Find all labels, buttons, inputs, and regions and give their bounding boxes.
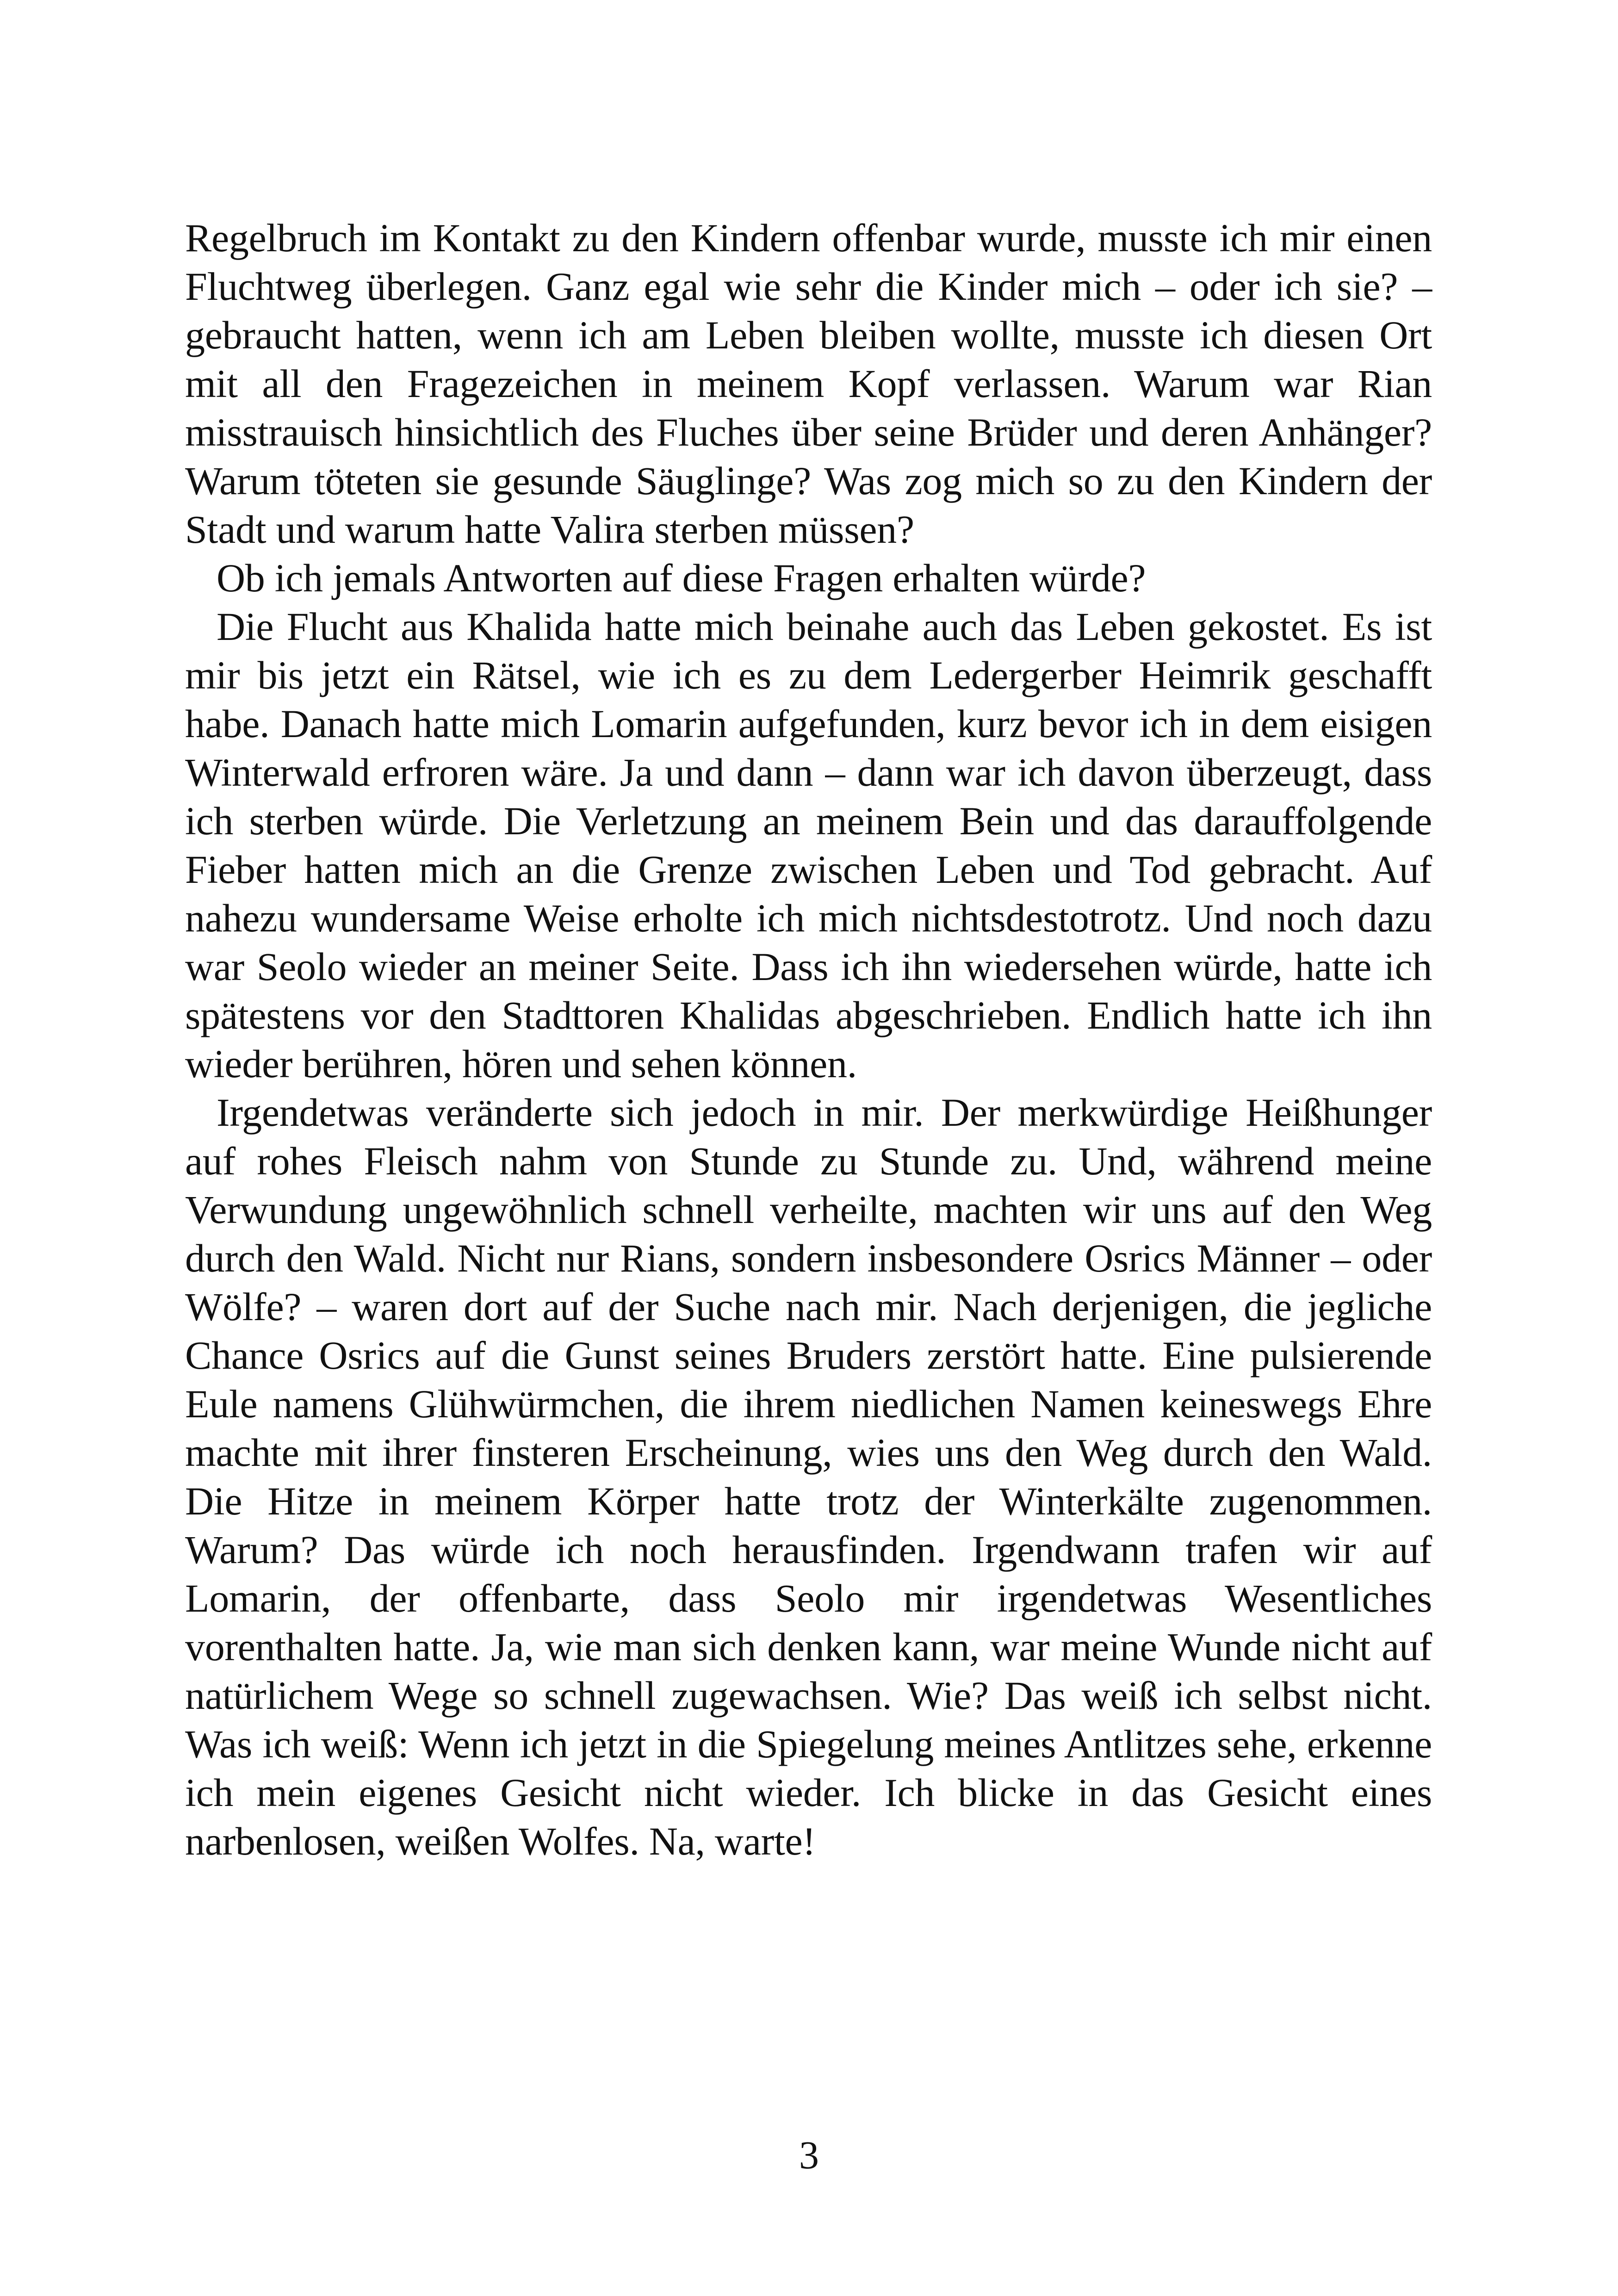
paragraph-1: Regelbruch im Kontakt zu den Kindern offenbar wurde, musste ich mir einen Fluchtweg überlegen. Ganz egal wie sehr die Kinder mich – oder ich sie? – gebraucht hatten, wenn ich am Leben bleiben wollte, musste ich diesen Ort mit all den Fragezeichen in meinem Kopf verlassen. Warum war Rian misstrauisch hinsichtlich des Fluches über seine Brüder und deren Anhänger? Warum töteten sie gesunde Säuglinge? Was zog mich so zu den Kindern der Stadt und warum hatte Valira sterben müssen?: [185, 216, 1432, 552]
body-text: [185, 214, 1432, 1866]
page-number: 3: [799, 2133, 819, 2177]
paragraph-4: Irgendetwas veränderte sich jedoch in mir. Der merkwürdige Heißhunger auf rohes Fleisch nahm von Stunde zu Stunde zu. Und, während meine Verwundung ungewöhnlich schnell verheilte, machten wir uns auf den Weg durch den Wald. Nicht nur Rians, sondern insbesondere Osrics Männer – oder Wölfe? – waren dort auf der Suche nach mir. Nach derjenigen, die jegliche Chance Osrics auf die Gunst seines Bruders zerstört hatte. Eine pulsierende Eule namens Glühwürmchen, die ihrem niedlichen Namen keineswegs Ehre machte mit ihrer finsteren Erscheinung, wies uns den Weg durch den Wald. Die Hitze in meinem Körper hatte trotz der Winterkälte zugenommen. Warum? Das würde ich noch herausfinden. Irgendwann trafen wir auf Lomarin, der offenbarte, dass Seolo mir irgendetwas Wesentliches vorenthalten hatte. Ja, wie man sich denken kann, war meine Wunde nicht auf natürlichem Wege so schnell zugewachsen. Wie? Das weiß ich selbst nicht. Was ich weiß: Wenn ich jetzt in die Spiegelung meines Antlitzes sehe, erkenne ich mein eigenes Gesicht nicht wieder. Ich blicke in das Gesicht eines narbenlosen, weißen Wolfes. Na, warte!: [185, 1090, 1432, 1863]
paragraph-3: Die Flucht aus Khalida hatte mich beinahe auch das Leben gekostet. Es ist mir bis jetzt ein Rätsel, wie ich es zu dem Ledergerber Heimrik geschafft habe. Danach hatte mich Lomarin aufgefunden, kurz bevor ich in dem eisigen Winterwald erfroren wäre. Ja und dann – dann war ich davon überzeugt, dass ich sterben würde. Die Verletzung an meinem Bein und das darauffolgende Fieber hatten mich an die Grenze zwischen Leben und Tod gebracht. Auf nahezu wundersame Weise erholte ich mich nichtsdestotrotz. Und noch dazu war Seolo wieder an meiner Seite. Dass ich ihn wiedersehen würde, hatte ich spätestens vor den Stadttoren Khalidas abgeschrieben. Endlich hatte ich ihn wieder berühren, hören und sehen können.: [185, 604, 1432, 1086]
paragraph-2: Ob ich jemals Antworten auf diese Fragen erhalten würde?: [217, 556, 1146, 600]
